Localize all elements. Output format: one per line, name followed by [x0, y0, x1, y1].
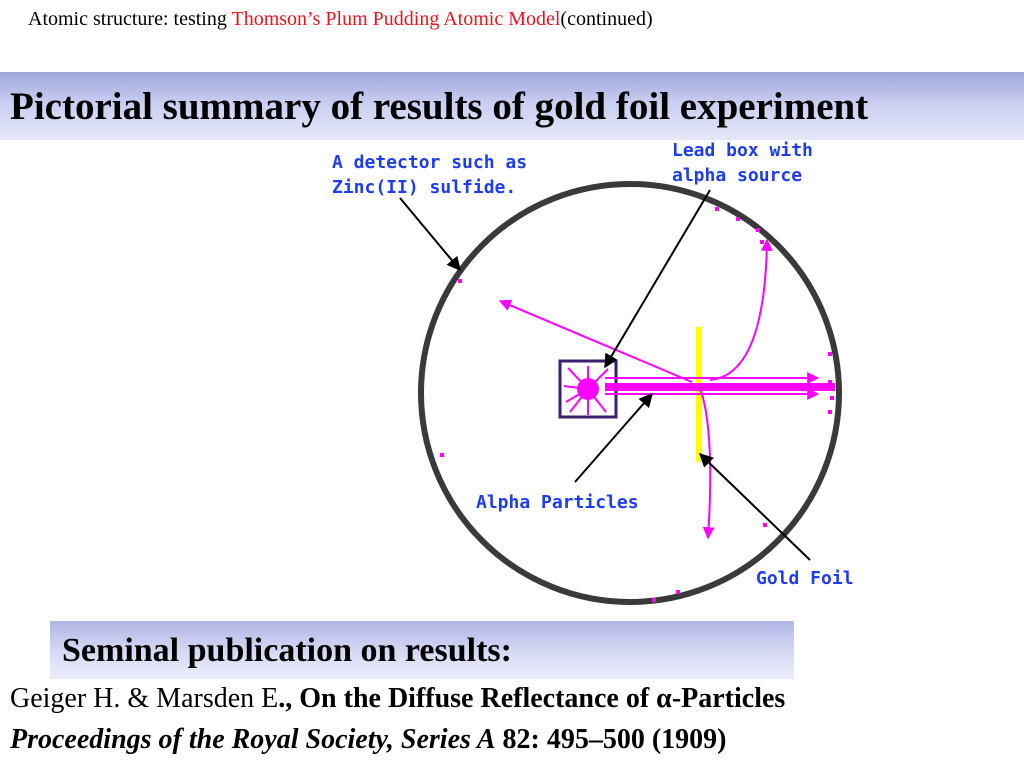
alpha-particles-label: Alpha Particles — [476, 492, 639, 513]
leadbox-label-line1: Lead box with — [672, 140, 813, 161]
publication-band — [50, 621, 794, 679]
gold-pointer — [700, 454, 810, 560]
alpha-source — [577, 378, 599, 400]
detector-label — [332, 150, 527, 200]
title-band — [0, 72, 1024, 140]
slide-header — [28, 8, 653, 31]
citation-line-2 — [10, 724, 727, 756]
leadbox-label-line2: alpha source — [672, 165, 803, 186]
citation-authors: Geiger H. & Marsden E — [10, 683, 279, 714]
citation-volume: 82: 495–500 (1909) — [495, 724, 727, 755]
detector-label-line2: Zinc(II) sulfide. — [332, 177, 517, 198]
deflect-up-path — [710, 240, 767, 380]
diagram-graphic — [320, 140, 900, 620]
header-suffix: (continued) — [560, 8, 653, 30]
gold-foil-diagram — [320, 140, 900, 620]
publication-heading: Seminal publication on results: — [62, 632, 512, 669]
page-title: Pictorial summary of results of gold foil experiment — [10, 85, 869, 128]
header-highlight: Thomson’s Plum Pudding Atomic Model — [231, 8, 561, 30]
citation-journal: Proceedings of the Royal Society, Series A — [10, 724, 496, 755]
citation-title-end: -Particles — [671, 683, 786, 714]
detector-label-line1: A detector such as — [332, 152, 528, 173]
leadbox-pointer — [605, 190, 710, 367]
gold-foil-label: Gold Foil — [756, 568, 854, 589]
leadbox-label — [672, 138, 813, 188]
header-prefix: Atomic structure: testing — [28, 8, 232, 30]
citation-title: ., On the Diffuse Reflectance of — [278, 683, 657, 714]
detector-pointer — [400, 198, 460, 270]
alpha-beam — [605, 383, 835, 391]
citation-line-1 — [10, 683, 785, 715]
alpha-symbol: α — [656, 683, 672, 714]
